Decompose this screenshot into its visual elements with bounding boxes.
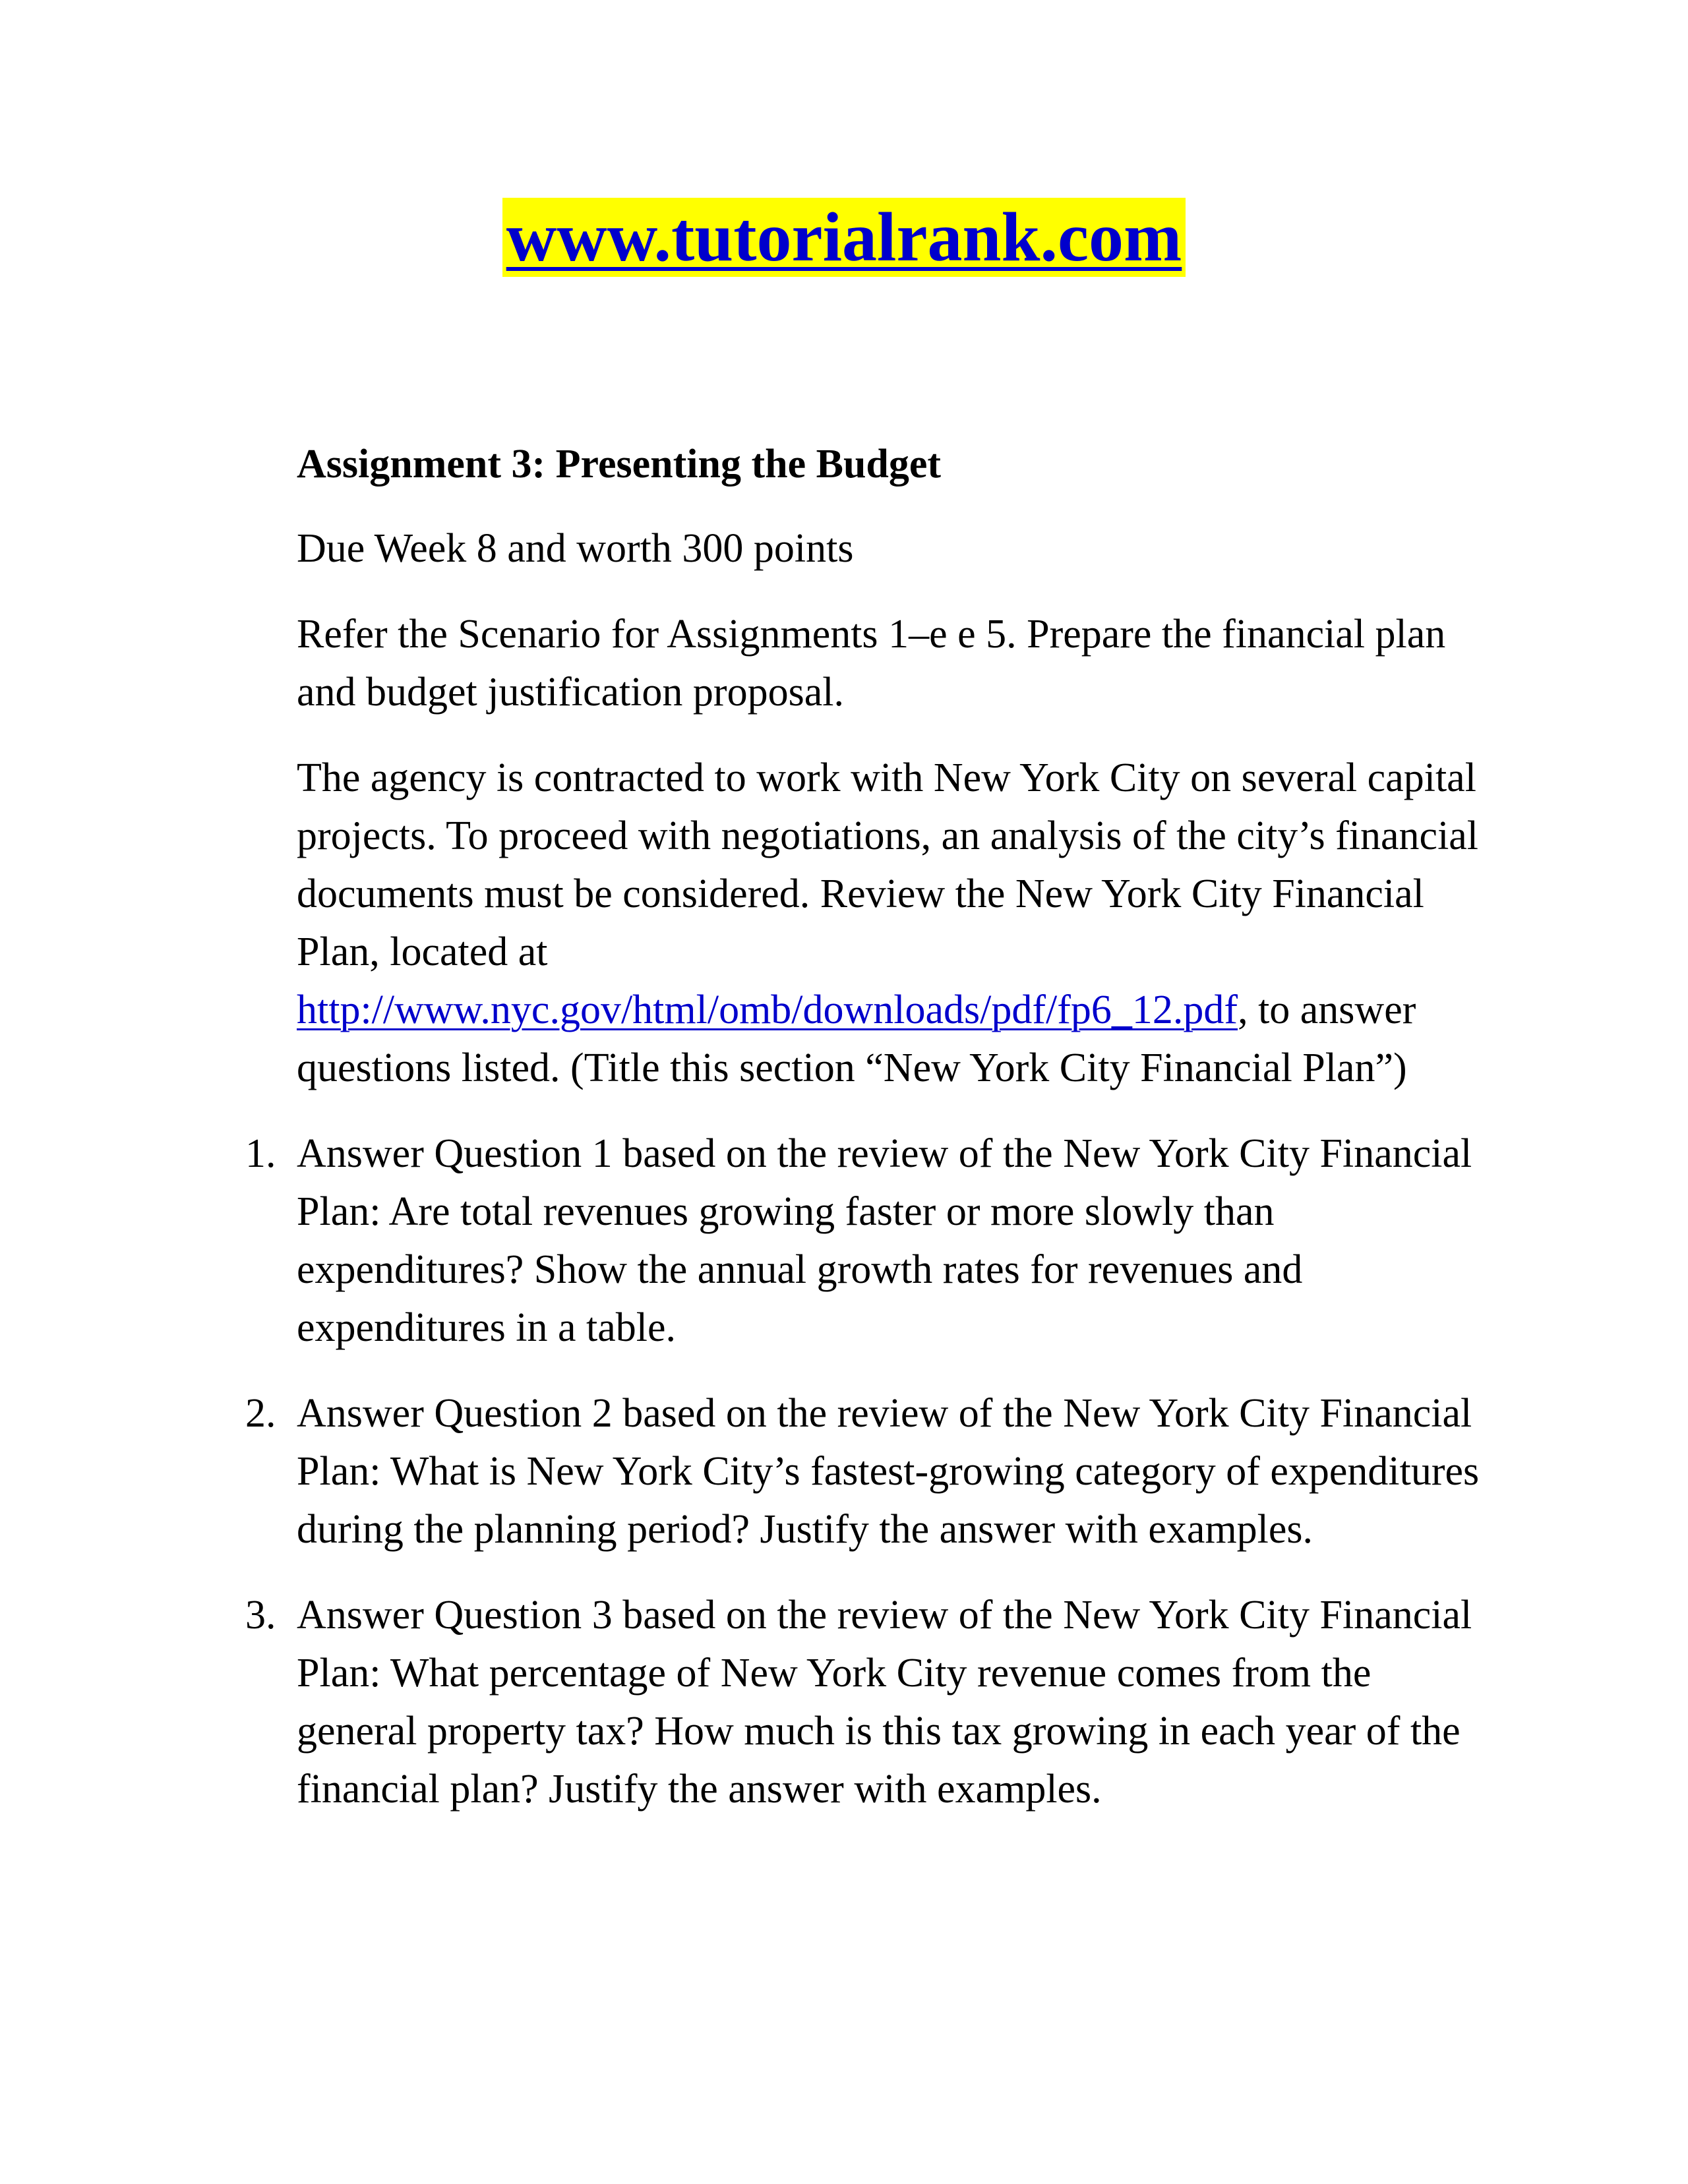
site-link[interactable]: www.tutorialrank.com xyxy=(502,198,1186,277)
intro-text-before-link: The agency is contracted to work with New York City on several capital projects. To proceed with negotiations, an analysis of the city’s financial documents must be considered. Review the New York City Financial Plan, located at xyxy=(297,755,1479,974)
list-item xyxy=(245,1125,1484,1357)
question-number: 1. xyxy=(245,1131,276,1176)
assignment-title: Assignment 3: Presenting the Budget xyxy=(297,442,942,487)
question-text: Answer Question 2 based on the review of the New York City Financial Plan: What is New York City’s fastest-growing category of expenditures during the planning period? Justify the answer with examples. xyxy=(297,1391,1480,1552)
list-item xyxy=(245,1384,1484,1558)
financial-plan-link[interactable]: http://www.nyc.gov/html/omb/downloads/pdf/fp6_12.pdf xyxy=(297,988,1238,1032)
due-line: Due Week 8 and worth 300 points xyxy=(297,526,854,571)
question-text: Answer Question 1 based on the review of the New York City Financial Plan: Are total revenues growing faster or more slowly than expenditures? Show the annual growth rates for revenues and expenditures in a table. xyxy=(297,1131,1472,1350)
question-text: Answer Question 3 based on the review of the New York City Financial Plan: What percentage of New York City revenue comes from the general property tax? How much is this tax growing in each year of the financial plan? Justify the answer with examples. xyxy=(297,1593,1472,1812)
intro-paragraph xyxy=(297,749,1484,1097)
header xyxy=(0,198,1688,277)
question-list xyxy=(245,1125,1484,1818)
document-body xyxy=(245,435,1484,1846)
intro-text-after-link: , to answer questions listed. (Title this section “New York City Financial Plan”) xyxy=(297,988,1416,1090)
refer-paragraph: Refer the Scenario for Assignments 1–e e 5. Prepare the financial plan and budget justification proposal. xyxy=(297,612,1446,715)
question-number: 2. xyxy=(245,1391,276,1436)
list-item xyxy=(245,1586,1484,1818)
question-number: 3. xyxy=(245,1593,276,1638)
